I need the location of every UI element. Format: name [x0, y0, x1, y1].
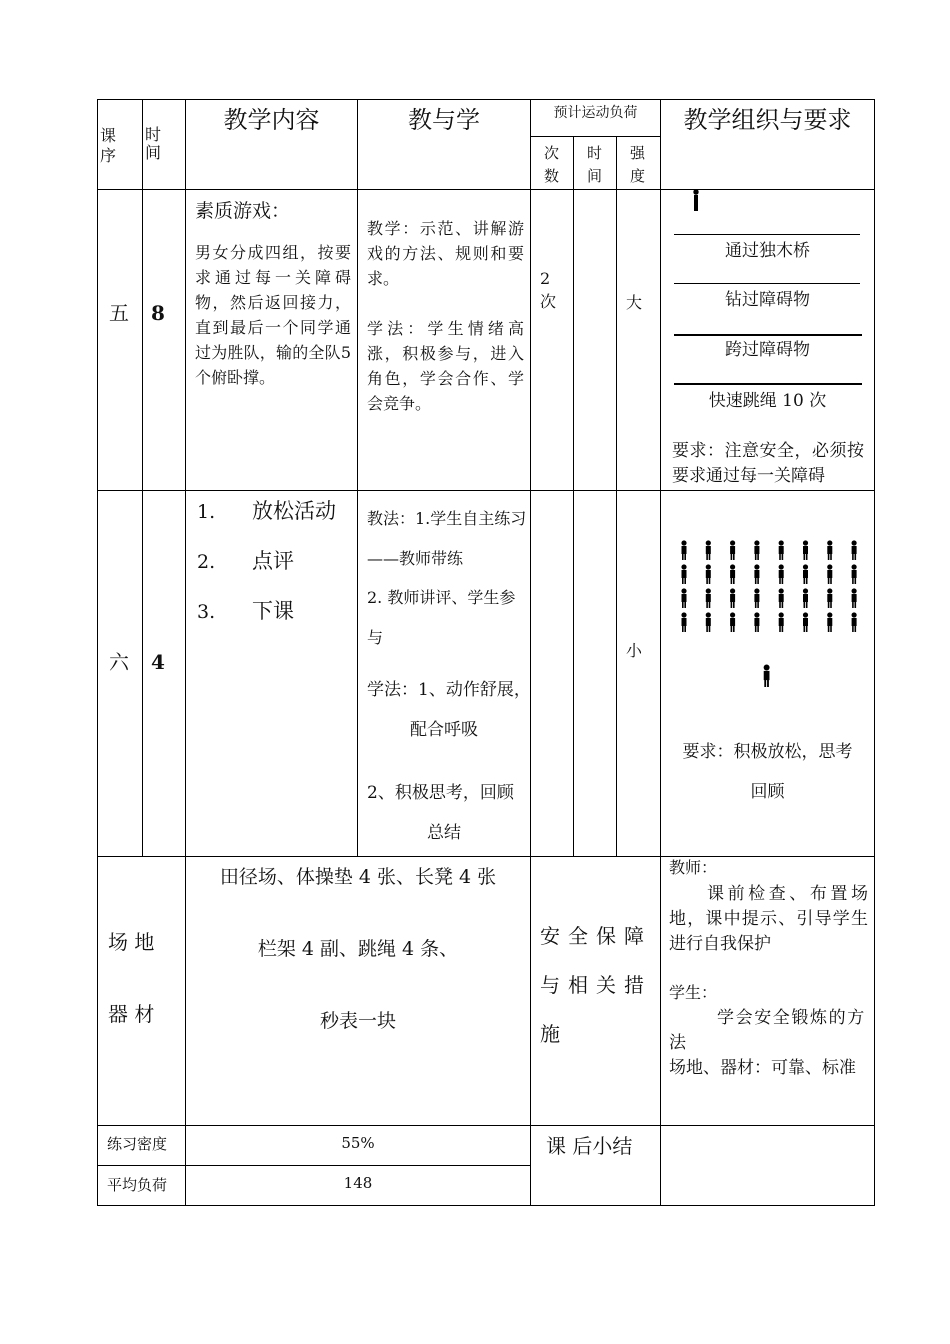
column-divider	[530, 99, 531, 1206]
row-divider	[97, 856, 875, 857]
row6-item-num: 2.	[197, 551, 216, 573]
row6-item-text: 点评	[252, 549, 294, 573]
teacher-label: 教师：	[669, 858, 718, 877]
column-divider	[357, 99, 358, 857]
density-label: 练习密度	[107, 1135, 168, 1153]
row5-requirement: 要求：注意安全，必须按要求通过每一关障碍	[672, 441, 864, 486]
venue-line-2: 栏架 4 副、跳绳 4 条、	[257, 938, 459, 960]
person-icon	[730, 540, 735, 560]
student-formation	[676, 536, 866, 688]
row6-requirement-a: 要求：积极放松，思考	[682, 742, 853, 762]
person-icon	[827, 540, 832, 560]
person-icon	[706, 612, 711, 632]
table-border	[97, 99, 875, 100]
person-icon	[827, 588, 832, 608]
column-divider	[616, 136, 617, 857]
column-divider	[185, 99, 186, 1206]
column-divider	[660, 99, 661, 1206]
person-icon	[827, 564, 832, 584]
table-border	[874, 99, 875, 1206]
column-divider	[142, 99, 143, 857]
person-icon	[730, 564, 735, 584]
row6-teach-2: 2. 教师讲评、学生参与	[367, 588, 516, 647]
table-border	[97, 99, 98, 1206]
person-icon	[779, 564, 784, 584]
person-icon	[827, 612, 832, 632]
person-icon	[692, 189, 700, 211]
person-icon	[754, 564, 759, 584]
row6-intensity: 小	[626, 641, 643, 660]
header-times: 次数	[544, 144, 560, 185]
student-label: 学生：	[669, 983, 718, 1002]
row6-learn-1b: 配合呼吸	[410, 720, 478, 740]
venue-line-1: 田径场、体操垫 4 张、长凳 4 张	[219, 866, 497, 888]
person-icon	[754, 540, 759, 560]
row6-item-num: 3.	[197, 601, 216, 623]
row-divider	[97, 189, 875, 190]
row-divider	[97, 1165, 530, 1166]
row6-seq: 六	[109, 650, 129, 674]
header-ke-xu: 课序	[100, 126, 117, 165]
column-divider	[573, 136, 574, 857]
row6-requirement-b: 回顾	[750, 782, 785, 802]
person-icon	[852, 612, 857, 632]
header-org: 教学组织与要求	[683, 106, 852, 134]
station-3: 跨过障碍物	[725, 340, 810, 360]
station-4: 快速跳绳 10 次	[708, 391, 827, 411]
row6-minutes: 4	[151, 650, 165, 674]
person-icon	[852, 588, 857, 608]
station-line	[674, 383, 862, 385]
person-icon	[852, 564, 857, 584]
venue-line-3: 秒表一块	[319, 1010, 396, 1032]
person-icon	[754, 588, 759, 608]
person-icon	[754, 612, 759, 632]
student-text: 学会安全锻炼的方法	[669, 1008, 866, 1053]
row-divider	[530, 136, 660, 137]
person-icon	[764, 664, 770, 687]
person-icon	[706, 588, 711, 608]
density-value: 55%	[341, 1134, 375, 1152]
person-icon	[779, 588, 784, 608]
equipment-text: 场地、器材：可靠、标准	[669, 1058, 856, 1078]
header-duration: 时间	[587, 144, 603, 185]
person-icon	[779, 612, 784, 632]
person-icon	[803, 564, 808, 584]
table-border	[97, 1205, 875, 1206]
person-icon	[706, 540, 711, 560]
person-icon	[681, 564, 686, 584]
person-icon	[681, 540, 686, 560]
station-2: 钻过障碍物	[725, 290, 810, 310]
row-divider	[97, 490, 875, 491]
person-icon	[730, 612, 735, 632]
safety-label: 安全保障与相关措施	[540, 924, 652, 1046]
row5-count: 2次	[540, 269, 557, 311]
venue-label-2: 器 材	[108, 1002, 155, 1026]
person-icon	[852, 540, 857, 560]
header-teach-learn: 教与学	[408, 106, 480, 134]
person-icon	[681, 612, 686, 632]
row5-seq: 五	[109, 301, 129, 325]
row6-item-text: 放松活动	[252, 499, 336, 523]
row5-content-body: 男女分成四组，按要求通过每一关障碍物，然后返回接力，直到最后一个同学通过为胜队，输的全队5个俯卧撑。	[195, 243, 351, 387]
row5-intensity: 大	[626, 293, 643, 312]
station-line	[674, 283, 860, 284]
summary-label: 课 后小结	[546, 1134, 633, 1158]
person-icon	[803, 588, 808, 608]
row5-minutes: 8	[151, 301, 165, 325]
person-icon	[730, 588, 735, 608]
person-icon	[681, 588, 686, 608]
row6-item-text: 下课	[252, 599, 294, 623]
header-intensity: 强度	[630, 144, 646, 185]
row5-teach: 教学：示范、讲解游戏的方法、规则和要求。	[367, 219, 524, 288]
person-icon	[779, 540, 784, 560]
station-line	[674, 334, 862, 336]
row6-learn-2a: 2、积极思考，回顾	[367, 783, 514, 803]
row6-learn-2b: 总结	[427, 823, 461, 843]
row6-item-num: 1.	[197, 501, 216, 523]
header-content: 教学内容	[223, 106, 320, 134]
station-1: 通过独木桥	[725, 241, 810, 261]
load-label: 平均负荷	[107, 1176, 168, 1194]
teacher-text: 课前检查、布置场地，课中提示、引导学生进行自我保护	[669, 884, 868, 954]
row6-learn-1a: 学法：1、动作舒展，	[367, 680, 531, 700]
venue-label-1: 场 地	[108, 930, 155, 954]
person-icon	[803, 540, 808, 560]
row6-teach-1: 教法：1.学生自主练习——教师带练	[367, 509, 527, 568]
station-line	[674, 234, 860, 235]
load-value: 148	[343, 1174, 373, 1192]
person-icon	[706, 564, 711, 584]
row5-content-title: 素质游戏：	[195, 200, 291, 222]
header-load: 预计运动负荷	[553, 105, 638, 121]
header-shi-jian: 时间	[145, 125, 162, 162]
person-icon	[803, 612, 808, 632]
row-divider	[97, 1125, 875, 1126]
row5-learn: 学法：学生情绪高涨，积极参与，进入角色，学会合作、学会竞争。	[367, 319, 524, 413]
